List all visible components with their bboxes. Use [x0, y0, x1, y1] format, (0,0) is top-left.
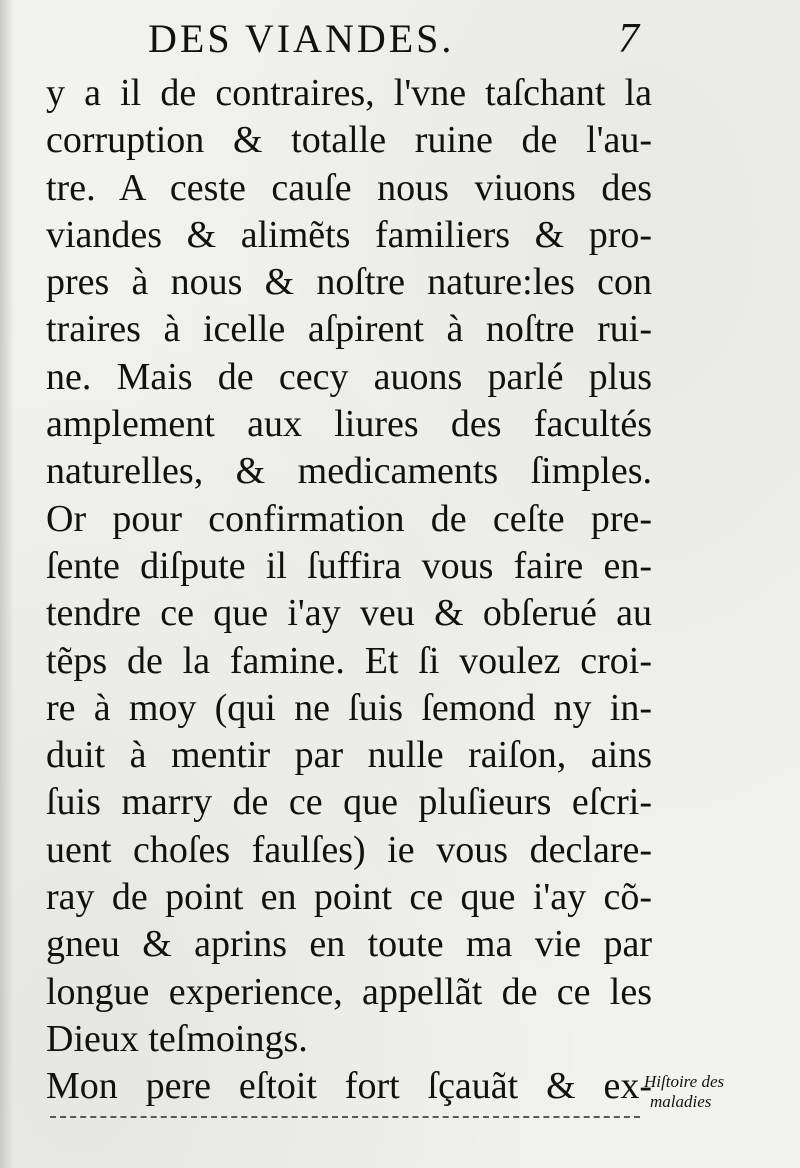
- text-line: Mon pere eſtoit fort ſçauãt & ex-: [46, 1065, 652, 1108]
- margin-note: [644, 1072, 794, 1112]
- text-line: re à moy (qui ne ſuis ſemond ny in-: [46, 686, 652, 729]
- text-line: naturelles, & medicaments ſimples.: [46, 450, 652, 493]
- page-gutter-shadow: [0, 0, 14, 1168]
- text-line: y a il de contraires, l'vne taſchant la: [46, 72, 652, 114]
- text-line: corruption & totalle ruine de l'au-: [46, 119, 652, 162]
- bottom-rule: [50, 1116, 640, 1118]
- text-line: duit à mentir par nulle raiſon, ains: [46, 734, 652, 777]
- running-title: DES VIANDES.: [148, 16, 455, 61]
- page-number: 7: [618, 16, 639, 62]
- text-line: ray de point en point ce que i'ay cõ-: [46, 876, 652, 919]
- text-line: Dieux teſmoings.: [46, 1017, 308, 1060]
- text-line: gneu & aprins en toute ma vie par: [46, 923, 652, 966]
- body-text: [46, 70, 666, 1111]
- text-line: uent choſes faulſes) ie vous declare-: [46, 828, 652, 871]
- text-line: viandes & alimẽts familiers & pro-: [46, 213, 652, 256]
- show-through-text: [660, 72, 770, 89]
- text-line: longue experience, appellãt de ce les: [46, 970, 652, 1013]
- margin-note-line: Hiſtoire des: [644, 1072, 725, 1091]
- text-line: Or pour confirmation de ceſte pre-: [46, 497, 652, 540]
- margin-note-line: maladies: [650, 1092, 712, 1111]
- text-line: amplement aux liures des facultés: [46, 403, 652, 446]
- text-line: tendre ce que i'ay veu & obſerué au: [46, 592, 652, 635]
- text-line: traires à icelle aſpirent à noſtre rui-: [46, 308, 652, 351]
- text-line: ſente diſpute il ſuffira vous faire en-: [46, 544, 652, 587]
- text-line: tẽps de la famine. Et ſi voulez croi-: [46, 639, 652, 682]
- text-line: ne. Mais de cecy auons parlé plus: [46, 355, 652, 398]
- text-line: tre. A ceste cauſe nous viuons des: [46, 166, 652, 209]
- text-line: ſuis marry de ce que pluſieurs eſcri-: [46, 781, 652, 824]
- text-line: pres à nous & noſtre nature:les con: [46, 261, 652, 304]
